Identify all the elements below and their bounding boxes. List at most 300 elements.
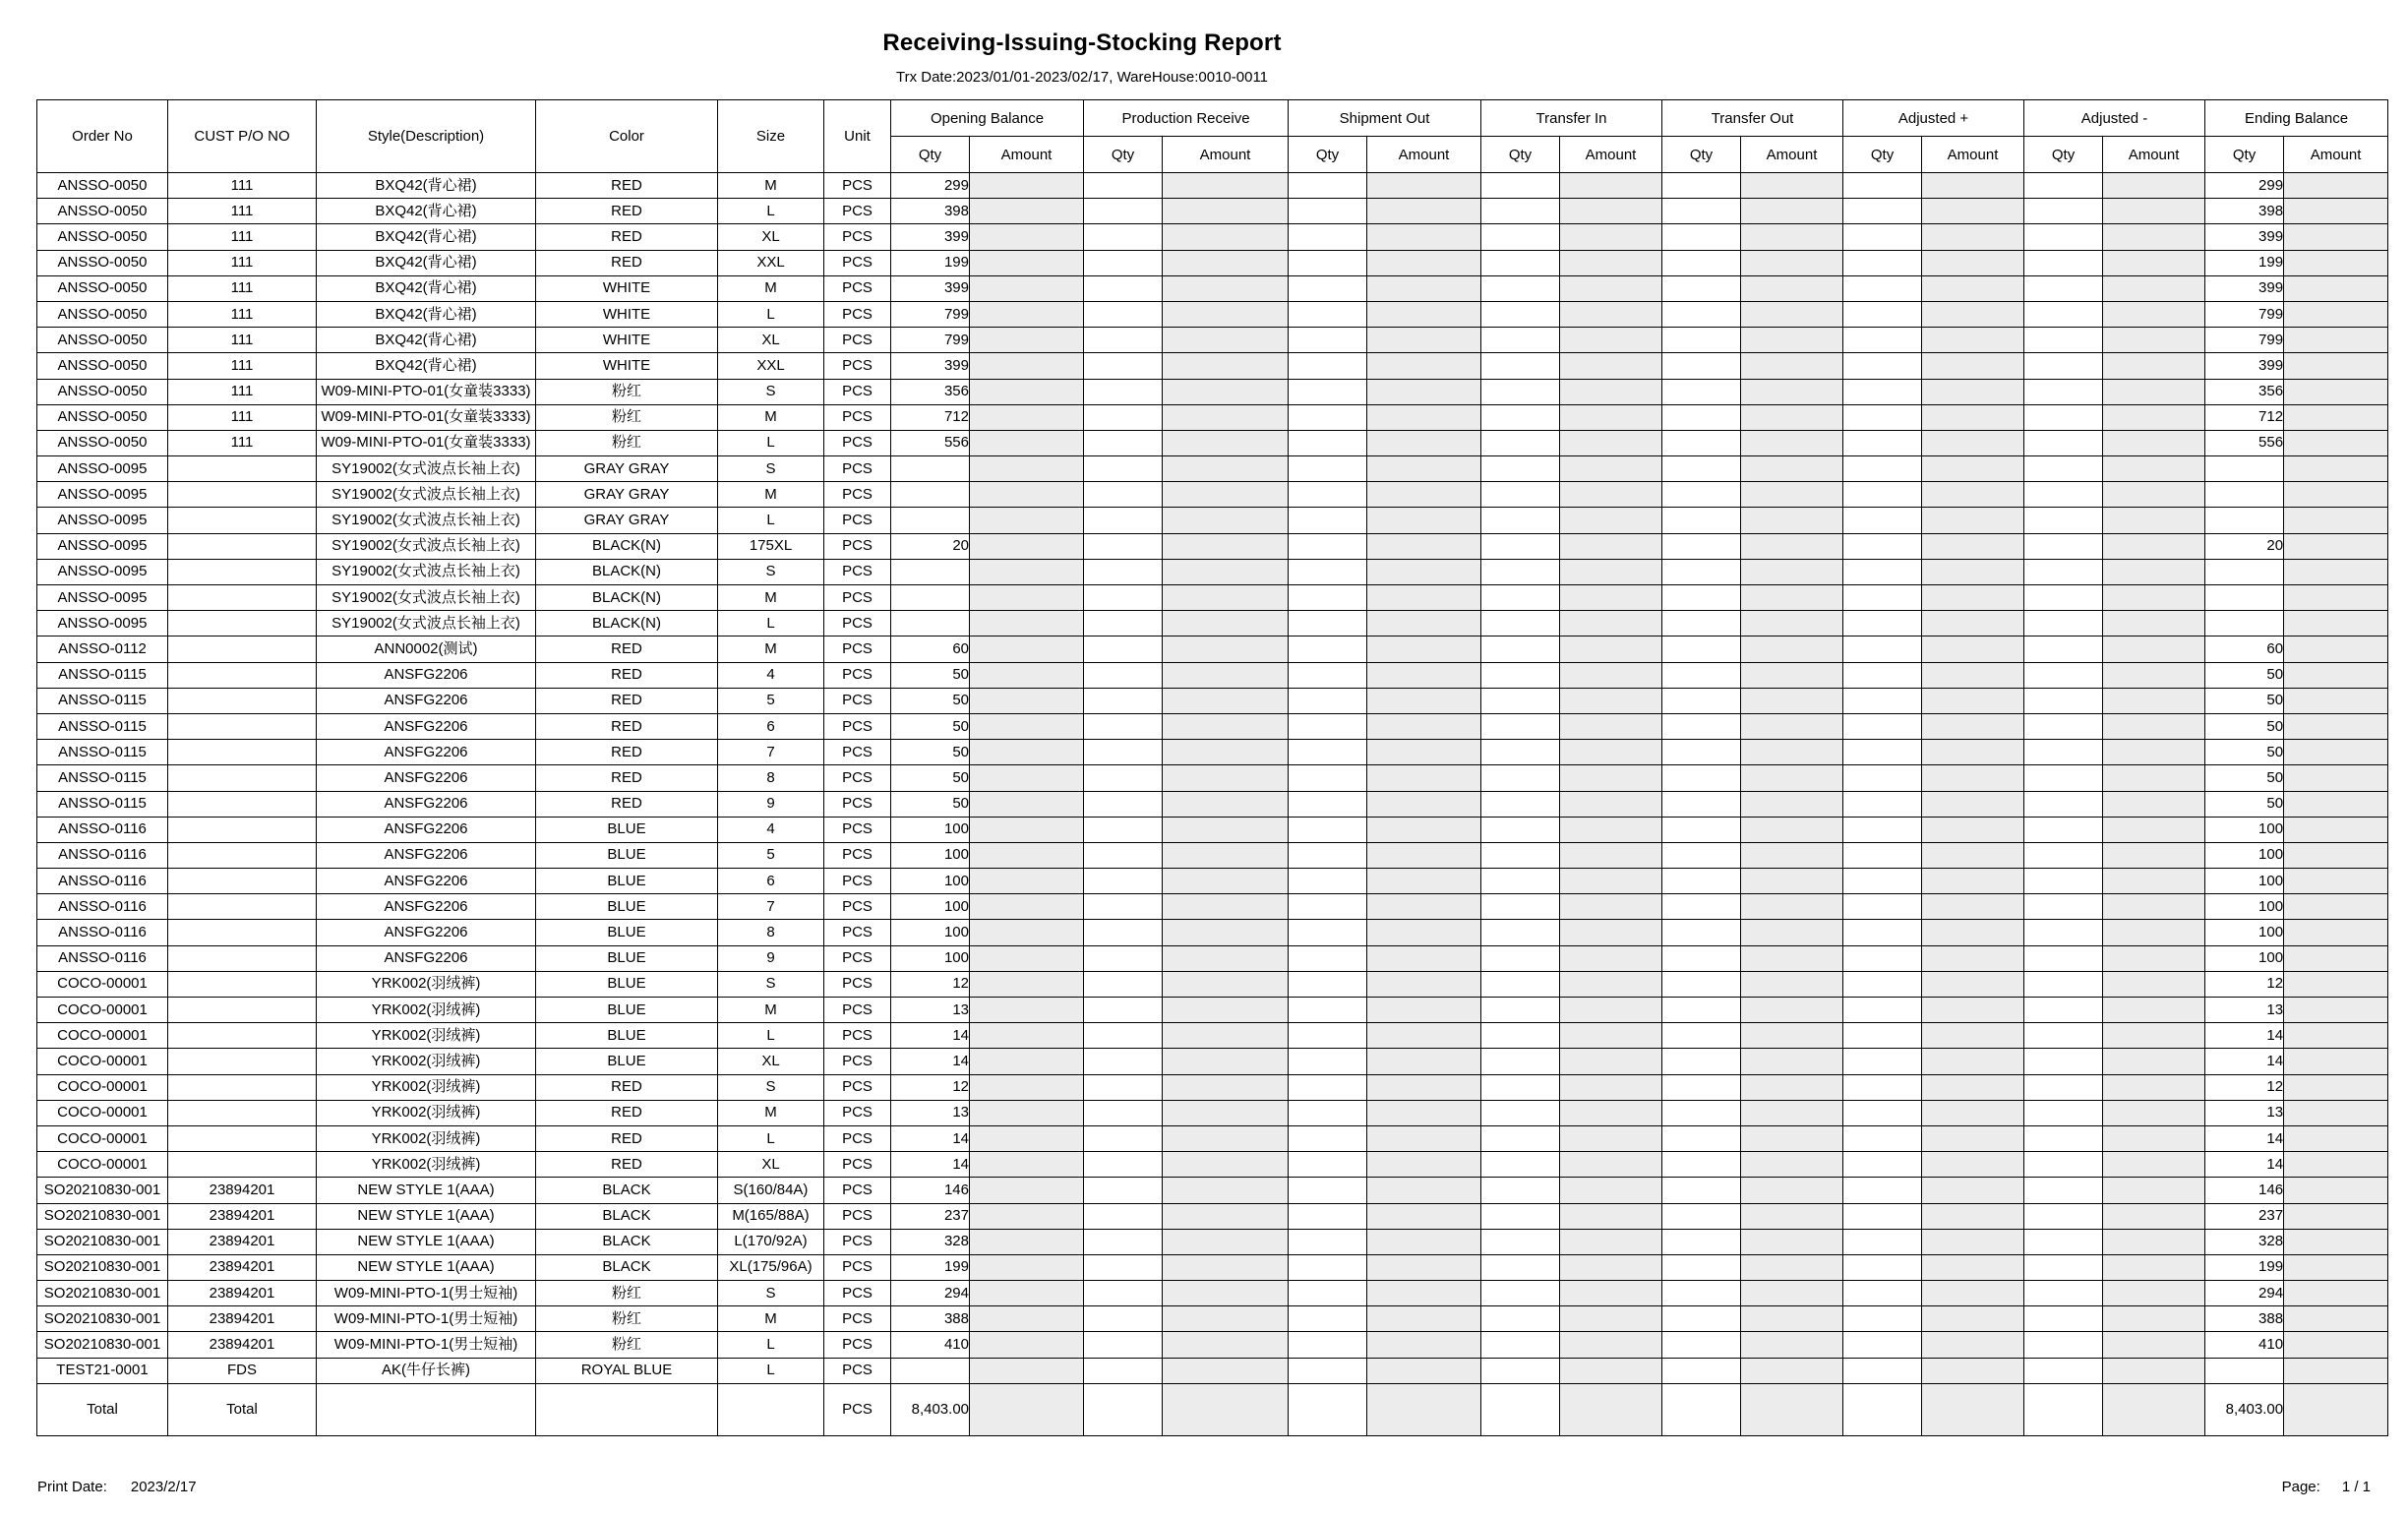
adjusted-minus-amount-cell bbox=[2103, 508, 2205, 533]
production-receive-amount-cell bbox=[1163, 585, 1289, 611]
cust-po-cell bbox=[168, 920, 317, 945]
adjusted-minus-amount-cell bbox=[2103, 1023, 2205, 1049]
ending-qty-cell: 50 bbox=[2205, 765, 2284, 791]
adjusted-plus-qty-cell bbox=[1843, 404, 1922, 430]
group-transfer-in: Transfer In bbox=[1481, 100, 1662, 137]
opening-amount-cell bbox=[970, 1332, 1084, 1358]
transfer-out-amount-cell bbox=[1741, 1023, 1843, 1049]
total-size-cell bbox=[718, 1383, 824, 1435]
transfer-in-qty-cell bbox=[1481, 611, 1560, 636]
transfer-in-qty-cell bbox=[1481, 379, 1560, 404]
table-row bbox=[37, 379, 2388, 404]
shipment-out-amount-cell bbox=[1367, 275, 1481, 301]
table-row bbox=[37, 585, 2388, 611]
ending-amount-cell bbox=[2284, 998, 2388, 1023]
unit-cell: PCS bbox=[824, 998, 891, 1023]
shipment-out-qty-cell bbox=[1289, 508, 1367, 533]
adjusted-minus-qty-cell bbox=[2024, 585, 2103, 611]
transfer-out-qty-cell bbox=[1662, 1281, 1741, 1306]
transfer-out-qty-cell bbox=[1662, 1229, 1741, 1254]
shipment-out-amount-cell bbox=[1367, 379, 1481, 404]
adjusted-minus-qty-cell bbox=[2024, 740, 2103, 765]
opening-amount-cell bbox=[970, 482, 1084, 508]
transfer-in-amount-cell bbox=[1560, 301, 1662, 327]
adjusted-plus-amount-cell bbox=[1922, 1383, 2024, 1435]
style-cell: ANSFG2206 bbox=[317, 869, 536, 894]
transfer-in-amount-cell bbox=[1560, 533, 1662, 559]
style-cell: BXQ42(背心裙) bbox=[317, 301, 536, 327]
production-receive-amount-cell bbox=[1163, 636, 1289, 662]
transfer-in-amount-cell bbox=[1560, 894, 1662, 920]
table-row bbox=[37, 250, 2388, 275]
adjusted-minus-amount-cell bbox=[2103, 1332, 2205, 1358]
style-cell: ANSFG2206 bbox=[317, 945, 536, 971]
cust-po-cell: 111 bbox=[168, 379, 317, 404]
adjusted-plus-qty-cell bbox=[1843, 430, 1922, 455]
cust-po-cell bbox=[168, 842, 317, 868]
cust-po-cell bbox=[168, 636, 317, 662]
adjusted-minus-qty-cell bbox=[2024, 508, 2103, 533]
style-cell: AK(牛仔长裤) bbox=[317, 1358, 536, 1383]
transfer-in-qty-cell bbox=[1481, 199, 1560, 224]
transfer-in-amount-cell bbox=[1560, 765, 1662, 791]
unit-cell: PCS bbox=[824, 740, 891, 765]
production-receive-qty-cell bbox=[1084, 585, 1163, 611]
shipment-out-qty-cell bbox=[1289, 585, 1367, 611]
adjusted-minus-amount-cell bbox=[2103, 1203, 2205, 1229]
ending-amount-cell bbox=[2284, 1383, 2388, 1435]
adjusted-minus-qty-cell bbox=[2024, 353, 2103, 379]
transfer-in-amount-cell bbox=[1560, 1100, 1662, 1125]
shipment-out-qty-cell bbox=[1289, 1281, 1367, 1306]
transfer-out-amount-cell bbox=[1741, 1074, 1843, 1100]
ending-qty-cell: 14 bbox=[2205, 1125, 2284, 1151]
transfer-out-qty-cell bbox=[1662, 636, 1741, 662]
production-receive-qty-cell bbox=[1084, 791, 1163, 817]
size-cell: L bbox=[718, 1023, 824, 1049]
opening-amount-cell bbox=[970, 275, 1084, 301]
transfer-out-qty-cell bbox=[1662, 1049, 1741, 1074]
adjusted-minus-qty-cell bbox=[2024, 199, 2103, 224]
shipment-out-qty-cell bbox=[1289, 224, 1367, 250]
size-cell: M bbox=[718, 173, 824, 199]
shipment-out-qty-cell bbox=[1289, 430, 1367, 455]
table-row bbox=[37, 482, 2388, 508]
opening-qty-cell: 50 bbox=[891, 688, 970, 713]
shipment-out-amount-cell bbox=[1367, 765, 1481, 791]
table-row bbox=[37, 636, 2388, 662]
production-receive-amount-cell bbox=[1163, 1152, 1289, 1178]
table-row bbox=[37, 869, 2388, 894]
transfer-in-qty-cell bbox=[1481, 971, 1560, 997]
ending-qty-cell: 50 bbox=[2205, 713, 2284, 739]
color-cell: BLUE bbox=[536, 894, 718, 920]
adjusted-plus-qty-cell bbox=[1843, 1332, 1922, 1358]
opening-amount-cell bbox=[970, 1100, 1084, 1125]
transfer-in-qty-cell bbox=[1481, 688, 1560, 713]
table-row bbox=[37, 817, 2388, 842]
transfer-out-qty-cell bbox=[1662, 713, 1741, 739]
shipment-out-amount-cell bbox=[1367, 1203, 1481, 1229]
opening-qty-cell: 799 bbox=[891, 328, 970, 353]
subheader-amount: Amount bbox=[1367, 137, 1481, 173]
order-no-cell: ANSSO-0115 bbox=[37, 662, 168, 688]
opening-amount-cell bbox=[970, 224, 1084, 250]
opening-amount-cell bbox=[970, 740, 1084, 765]
adjusted-plus-qty-cell bbox=[1843, 508, 1922, 533]
order-no-cell: ANSSO-0115 bbox=[37, 740, 168, 765]
opening-qty-cell: 14 bbox=[891, 1023, 970, 1049]
adjusted-plus-amount-cell bbox=[1922, 533, 2024, 559]
adjusted-minus-qty-cell bbox=[2024, 688, 2103, 713]
production-receive-qty-cell bbox=[1084, 1203, 1163, 1229]
adjusted-minus-qty-cell bbox=[2024, 920, 2103, 945]
transfer-in-amount-cell bbox=[1560, 508, 1662, 533]
ending-qty-cell: 13 bbox=[2205, 998, 2284, 1023]
order-no-cell: ANSSO-0095 bbox=[37, 456, 168, 482]
adjusted-plus-amount-cell bbox=[1922, 1152, 2024, 1178]
opening-qty-cell: 12 bbox=[891, 1074, 970, 1100]
adjusted-plus-amount-cell bbox=[1922, 1178, 2024, 1203]
shipment-out-qty-cell bbox=[1289, 611, 1367, 636]
subheader-qty: Qty bbox=[1481, 137, 1560, 173]
unit-cell: PCS bbox=[824, 611, 891, 636]
adjusted-plus-qty-cell bbox=[1843, 1229, 1922, 1254]
adjusted-minus-qty-cell bbox=[2024, 456, 2103, 482]
shipment-out-amount-cell bbox=[1367, 1254, 1481, 1280]
order-no-cell: ANSSO-0095 bbox=[37, 585, 168, 611]
ending-amount-cell bbox=[2284, 533, 2388, 559]
adjusted-minus-qty-cell bbox=[2024, 998, 2103, 1023]
transfer-out-amount-cell bbox=[1741, 199, 1843, 224]
unit-cell: PCS bbox=[824, 894, 891, 920]
transfer-in-amount-cell bbox=[1560, 713, 1662, 739]
size-cell: 8 bbox=[718, 765, 824, 791]
ending-qty-cell: 146 bbox=[2205, 1178, 2284, 1203]
opening-qty-cell: 14 bbox=[891, 1049, 970, 1074]
opening-amount-cell bbox=[970, 920, 1084, 945]
transfer-in-amount-cell bbox=[1560, 328, 1662, 353]
adjusted-plus-amount-cell bbox=[1922, 869, 2024, 894]
shipment-out-qty-cell bbox=[1289, 173, 1367, 199]
unit-cell: PCS bbox=[824, 1281, 891, 1306]
transfer-in-qty-cell bbox=[1481, 894, 1560, 920]
unit-cell: PCS bbox=[824, 688, 891, 713]
style-cell: W09-MINI-PTO-1(男士短袖) bbox=[317, 1332, 536, 1358]
col-order-no: Order No bbox=[37, 100, 168, 173]
size-cell: M bbox=[718, 636, 824, 662]
adjusted-plus-amount-cell bbox=[1922, 559, 2024, 584]
shipment-out-amount-cell bbox=[1367, 1229, 1481, 1254]
unit-cell: PCS bbox=[824, 1178, 891, 1203]
ending-amount-cell bbox=[2284, 1358, 2388, 1383]
order-no-cell: ANSSO-0050 bbox=[37, 328, 168, 353]
col-color: Color bbox=[536, 100, 718, 173]
ending-qty-cell: 799 bbox=[2205, 328, 2284, 353]
table-row bbox=[37, 173, 2388, 199]
adjusted-plus-amount-cell bbox=[1922, 791, 2024, 817]
production-receive-qty-cell bbox=[1084, 1125, 1163, 1151]
opening-amount-cell bbox=[970, 199, 1084, 224]
table-row bbox=[37, 199, 2388, 224]
production-receive-qty-cell bbox=[1084, 1152, 1163, 1178]
adjusted-minus-amount-cell bbox=[2103, 379, 2205, 404]
ending-amount-cell bbox=[2284, 482, 2388, 508]
transfer-in-amount-cell bbox=[1560, 1358, 1662, 1383]
adjusted-minus-qty-cell bbox=[2024, 636, 2103, 662]
group-adjusted-plus: Adjusted + bbox=[1843, 100, 2024, 137]
order-no-cell: ANSSO-0112 bbox=[37, 636, 168, 662]
transfer-in-amount-cell bbox=[1560, 379, 1662, 404]
transfer-out-amount-cell bbox=[1741, 1178, 1843, 1203]
adjusted-plus-amount-cell bbox=[1922, 404, 2024, 430]
transfer-out-qty-cell bbox=[1662, 1125, 1741, 1151]
adjusted-minus-amount-cell bbox=[2103, 250, 2205, 275]
transfer-in-amount-cell bbox=[1560, 1178, 1662, 1203]
style-cell: BXQ42(背心裙) bbox=[317, 199, 536, 224]
adjusted-plus-amount-cell bbox=[1922, 1074, 2024, 1100]
size-cell: 4 bbox=[718, 817, 824, 842]
production-receive-amount-cell bbox=[1163, 869, 1289, 894]
shipment-out-qty-cell bbox=[1289, 842, 1367, 868]
unit-cell: PCS bbox=[824, 662, 891, 688]
size-cell: M bbox=[718, 998, 824, 1023]
page-indicator bbox=[2282, 1479, 2371, 1495]
transfer-out-amount-cell bbox=[1741, 173, 1843, 199]
production-receive-amount-cell bbox=[1163, 1306, 1289, 1332]
production-receive-qty-cell bbox=[1084, 998, 1163, 1023]
ending-qty-cell: 399 bbox=[2205, 275, 2284, 301]
production-receive-amount-cell bbox=[1163, 328, 1289, 353]
table-row bbox=[37, 1254, 2388, 1280]
size-cell: L bbox=[718, 1125, 824, 1151]
total-row bbox=[37, 1383, 2388, 1435]
transfer-in-qty-cell bbox=[1481, 1152, 1560, 1178]
order-no-cell: SO20210830-001 bbox=[37, 1332, 168, 1358]
adjusted-minus-amount-cell bbox=[2103, 533, 2205, 559]
unit-cell: PCS bbox=[824, 430, 891, 455]
transfer-in-amount-cell bbox=[1560, 945, 1662, 971]
transfer-out-amount-cell bbox=[1741, 1100, 1843, 1125]
size-cell: S bbox=[718, 1074, 824, 1100]
transfer-in-qty-cell bbox=[1481, 430, 1560, 455]
color-cell: RED bbox=[536, 636, 718, 662]
production-receive-amount-cell bbox=[1163, 404, 1289, 430]
order-no-cell: SO20210830-001 bbox=[37, 1178, 168, 1203]
production-receive-qty-cell bbox=[1084, 1332, 1163, 1358]
transfer-out-amount-cell bbox=[1741, 250, 1843, 275]
transfer-out-qty-cell bbox=[1662, 1358, 1741, 1383]
opening-qty-cell: 60 bbox=[891, 636, 970, 662]
production-receive-amount-cell bbox=[1163, 353, 1289, 379]
shipment-out-amount-cell bbox=[1367, 920, 1481, 945]
adjusted-plus-amount-cell bbox=[1922, 1332, 2024, 1358]
adjusted-plus-qty-cell bbox=[1843, 585, 1922, 611]
adjusted-plus-amount-cell bbox=[1922, 173, 2024, 199]
adjusted-minus-amount-cell bbox=[2103, 199, 2205, 224]
transfer-in-amount-cell bbox=[1560, 1152, 1662, 1178]
size-cell: S bbox=[718, 971, 824, 997]
production-receive-qty-cell bbox=[1084, 765, 1163, 791]
transfer-out-amount-cell bbox=[1741, 301, 1843, 327]
production-receive-amount-cell bbox=[1163, 662, 1289, 688]
ending-amount-cell bbox=[2284, 430, 2388, 455]
order-no-cell: COCO-00001 bbox=[37, 1074, 168, 1100]
order-no-cell: ANSSO-0095 bbox=[37, 533, 168, 559]
adjusted-minus-amount-cell bbox=[2103, 1383, 2205, 1435]
ending-amount-cell bbox=[2284, 1100, 2388, 1125]
transfer-out-qty-cell bbox=[1662, 1203, 1741, 1229]
opening-qty-cell: 100 bbox=[891, 945, 970, 971]
production-receive-qty-cell bbox=[1084, 430, 1163, 455]
color-cell: 粉红 bbox=[536, 1332, 718, 1358]
style-cell: NEW STYLE 1(AAA) bbox=[317, 1229, 536, 1254]
order-no-cell: ANSSO-0095 bbox=[37, 611, 168, 636]
transfer-out-amount-cell bbox=[1741, 1281, 1843, 1306]
cust-po-cell bbox=[168, 533, 317, 559]
adjusted-minus-amount-cell bbox=[2103, 611, 2205, 636]
table-row bbox=[37, 1023, 2388, 1049]
adjusted-plus-amount-cell bbox=[1922, 1306, 2024, 1332]
unit-cell: PCS bbox=[824, 1049, 891, 1074]
production-receive-qty-cell bbox=[1084, 662, 1163, 688]
cust-po-cell: 111 bbox=[168, 275, 317, 301]
transfer-out-qty-cell bbox=[1662, 1306, 1741, 1332]
adjusted-plus-qty-cell bbox=[1843, 1074, 1922, 1100]
adjusted-plus-qty-cell bbox=[1843, 250, 1922, 275]
opening-amount-cell bbox=[970, 1074, 1084, 1100]
production-receive-qty-cell bbox=[1084, 353, 1163, 379]
cust-po-cell bbox=[168, 508, 317, 533]
transfer-out-qty-cell bbox=[1662, 765, 1741, 791]
style-cell: ANSFG2206 bbox=[317, 920, 536, 945]
shipment-out-qty-cell bbox=[1289, 920, 1367, 945]
color-cell: ROYAL BLUE bbox=[536, 1358, 718, 1383]
shipment-out-qty-cell bbox=[1289, 301, 1367, 327]
adjusted-minus-amount-cell bbox=[2103, 173, 2205, 199]
style-cell: ANSFG2206 bbox=[317, 740, 536, 765]
transfer-out-amount-cell bbox=[1741, 1125, 1843, 1151]
production-receive-amount-cell bbox=[1163, 945, 1289, 971]
style-cell: SY19002(女式波点长袖上衣) bbox=[317, 482, 536, 508]
adjusted-minus-amount-cell bbox=[2103, 585, 2205, 611]
transfer-in-qty-cell bbox=[1481, 353, 1560, 379]
opening-amount-cell bbox=[970, 1125, 1084, 1151]
ending-qty-cell: 12 bbox=[2205, 971, 2284, 997]
adjusted-minus-amount-cell bbox=[2103, 869, 2205, 894]
shipment-out-qty-cell bbox=[1289, 740, 1367, 765]
cust-po-cell bbox=[168, 791, 317, 817]
transfer-out-amount-cell bbox=[1741, 1383, 1843, 1435]
cust-po-cell: 23894201 bbox=[168, 1306, 317, 1332]
shipment-out-qty-cell bbox=[1289, 817, 1367, 842]
transfer-out-qty-cell bbox=[1662, 1254, 1741, 1280]
unit-cell: PCS bbox=[824, 456, 891, 482]
cust-po-cell bbox=[168, 585, 317, 611]
adjusted-minus-qty-cell bbox=[2024, 430, 2103, 455]
shipment-out-qty-cell bbox=[1289, 1383, 1367, 1435]
adjusted-minus-amount-cell bbox=[2103, 740, 2205, 765]
shipment-out-qty-cell bbox=[1289, 1332, 1367, 1358]
transfer-in-qty-cell bbox=[1481, 1254, 1560, 1280]
subheader-amount: Amount bbox=[2103, 137, 2205, 173]
production-receive-qty-cell bbox=[1084, 945, 1163, 971]
production-receive-amount-cell bbox=[1163, 250, 1289, 275]
size-cell: M bbox=[718, 275, 824, 301]
production-receive-qty-cell bbox=[1084, 1383, 1163, 1435]
adjusted-plus-amount-cell bbox=[1922, 688, 2024, 713]
table-row bbox=[37, 1229, 2388, 1254]
opening-qty-cell: 299 bbox=[891, 173, 970, 199]
cust-po-cell bbox=[168, 1049, 317, 1074]
adjusted-plus-amount-cell bbox=[1922, 430, 2024, 455]
transfer-in-amount-cell bbox=[1560, 1281, 1662, 1306]
transfer-out-qty-cell bbox=[1662, 328, 1741, 353]
adjusted-plus-qty-cell bbox=[1843, 869, 1922, 894]
color-cell: WHITE bbox=[536, 328, 718, 353]
shipment-out-qty-cell bbox=[1289, 1125, 1367, 1151]
shipment-out-amount-cell bbox=[1367, 199, 1481, 224]
opening-qty-cell: 50 bbox=[891, 765, 970, 791]
color-cell: BLACK(N) bbox=[536, 559, 718, 584]
cust-po-cell bbox=[168, 971, 317, 997]
adjusted-plus-qty-cell bbox=[1843, 740, 1922, 765]
ending-amount-cell bbox=[2284, 301, 2388, 327]
style-cell: SY19002(女式波点长袖上衣) bbox=[317, 611, 536, 636]
production-receive-qty-cell bbox=[1084, 275, 1163, 301]
table-row bbox=[37, 713, 2388, 739]
adjusted-plus-qty-cell bbox=[1843, 1281, 1922, 1306]
transfer-in-amount-cell bbox=[1560, 1229, 1662, 1254]
adjusted-minus-qty-cell bbox=[2024, 379, 2103, 404]
unit-cell: PCS bbox=[824, 791, 891, 817]
shipment-out-qty-cell bbox=[1289, 869, 1367, 894]
shipment-out-amount-cell bbox=[1367, 817, 1481, 842]
shipment-out-qty-cell bbox=[1289, 688, 1367, 713]
transfer-out-amount-cell bbox=[1741, 688, 1843, 713]
ending-qty-cell: 14 bbox=[2205, 1152, 2284, 1178]
adjusted-plus-amount-cell bbox=[1922, 998, 2024, 1023]
opening-amount-cell bbox=[970, 301, 1084, 327]
size-cell: 8 bbox=[718, 920, 824, 945]
opening-amount-cell bbox=[970, 1049, 1084, 1074]
adjusted-minus-qty-cell bbox=[2024, 533, 2103, 559]
ending-amount-cell bbox=[2284, 662, 2388, 688]
color-cell: RED bbox=[536, 662, 718, 688]
shipment-out-qty-cell bbox=[1289, 559, 1367, 584]
order-no-cell: ANSSO-0116 bbox=[37, 817, 168, 842]
transfer-in-amount-cell bbox=[1560, 224, 1662, 250]
transfer-out-amount-cell bbox=[1741, 1358, 1843, 1383]
opening-amount-cell bbox=[970, 533, 1084, 559]
unit-cell: PCS bbox=[824, 817, 891, 842]
adjusted-minus-amount-cell bbox=[2103, 456, 2205, 482]
ending-amount-cell bbox=[2284, 1306, 2388, 1332]
unit-cell: PCS bbox=[824, 585, 891, 611]
adjusted-minus-qty-cell bbox=[2024, 1229, 2103, 1254]
table-body bbox=[37, 173, 2388, 1436]
color-cell: RED bbox=[536, 250, 718, 275]
ending-qty-cell: 50 bbox=[2205, 740, 2284, 765]
adjusted-minus-amount-cell bbox=[2103, 275, 2205, 301]
order-no-cell: COCO-00001 bbox=[37, 1100, 168, 1125]
style-cell: YRK002(羽绒裤) bbox=[317, 1023, 536, 1049]
adjusted-plus-amount-cell bbox=[1922, 1229, 2024, 1254]
transfer-in-qty-cell bbox=[1481, 945, 1560, 971]
table-row bbox=[37, 1281, 2388, 1306]
production-receive-amount-cell bbox=[1163, 1178, 1289, 1203]
transfer-in-qty-cell bbox=[1481, 791, 1560, 817]
